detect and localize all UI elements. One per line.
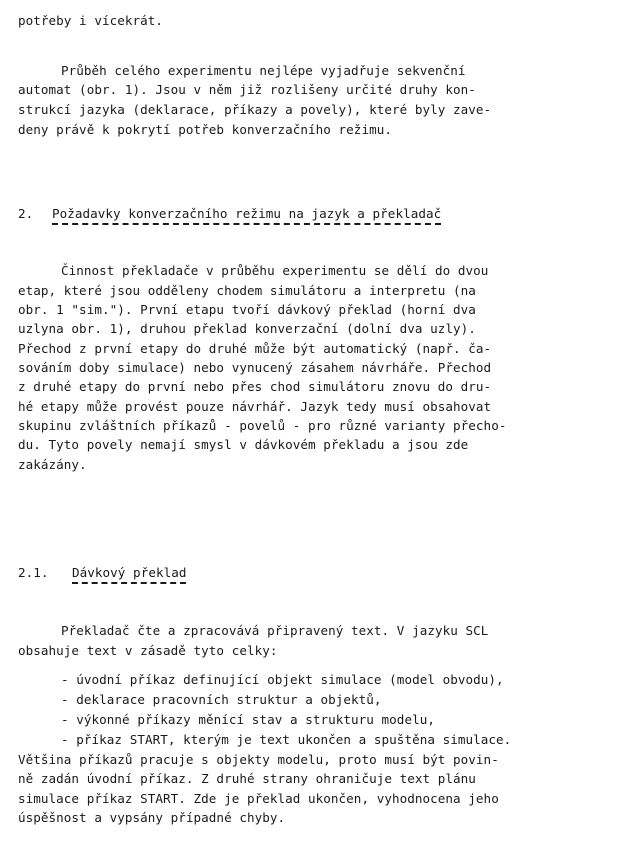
paragraph-line: strukcí jazyka (deklarace, příkazy a povely), které byly zave- [18, 102, 492, 117]
paragraph-line: etap, které jsou odděleny chodem simulátoru a interpretu (na [18, 283, 476, 298]
intro-line: potřeby i vícekrát. [18, 13, 164, 28]
paragraph-line: deny právě k pokrytí potřeb konverzačního režimu. [18, 122, 392, 137]
paragraph-line: ně zadán úvodní příkaz. Z druhé strany ohraničuje text plánu [18, 771, 476, 786]
paragraph-line: obsahuje text v zásadě tyto celky: [18, 643, 278, 658]
section-2-title: Požadavky konverzačního režimu na jazyk a překladač [52, 206, 442, 221]
paragraph-line: Překladač čte a zpracovává připravený text. V jazyku SCL [61, 623, 489, 638]
list-item: - výkonné příkazy měnící stav a strukturu modelu, [61, 712, 435, 727]
paragraph-line: uzlyna obr. 1), druhou překlad konverzační (dolní dva uzly). [18, 321, 476, 336]
paragraph-line: úspěšnost a vypsány případné chyby. [18, 810, 286, 825]
paragraph-line: Přechod z první etapy do druhé může být automatický (např. ča- [18, 341, 492, 356]
paragraph-line: skupinu zvláštních příkazů - povelů - pro různé varianty přecho- [18, 418, 507, 433]
paragraph-line: du. Tyto povely nemají smysl v dávkovém překladu a jsou zde [18, 437, 469, 452]
section-2-1-title: Dávkový překlad [72, 565, 187, 580]
paragraph-line: sováním doby simulace) nebo vynucený zásahem návrháře. Přechod [18, 360, 492, 375]
paragraph-line: Činnost překladače v průběhu experimentu se dělí do dvou [61, 263, 489, 278]
paragraph-line: hé etapy může provést pouze návrhář. Jazyk tedy musí obsahovat [18, 399, 492, 414]
paragraph-line: simulace příkaz START. Zde je překlad ukončen, vyhodnocena jeho [18, 791, 499, 806]
paragraph-line: z druhé etapy do první nebo přes chod simulátoru znovu do dru- [18, 379, 492, 394]
paragraph-line: Většina příkazů pracuje s objekty modelu, proto musí být povin- [18, 752, 499, 767]
paragraph-line: zakázány. [18, 457, 87, 472]
section-2-1-number: 2.1. [18, 565, 49, 580]
list-item: - deklarace pracovních struktur a objektů, [61, 692, 382, 707]
paragraph-line: obr. 1 "sim."). První etapu tvoří dávkový překlad (horní dva [18, 302, 476, 317]
list-item: - příkaz START, kterým je text ukončen a spuštěna simulace. [61, 732, 512, 747]
paragraph-line: Průběh celého experimentu nejlépe vyjadřuje sekvenční [61, 63, 466, 78]
paragraph-line: automat (obr. 1). Jsou v něm již rozlišeny určité druhy kon- [18, 82, 476, 97]
list-item: - úvodní příkaz definující objekt simulace (model obvodu), [61, 672, 504, 687]
section-2-number: 2. [18, 206, 34, 221]
